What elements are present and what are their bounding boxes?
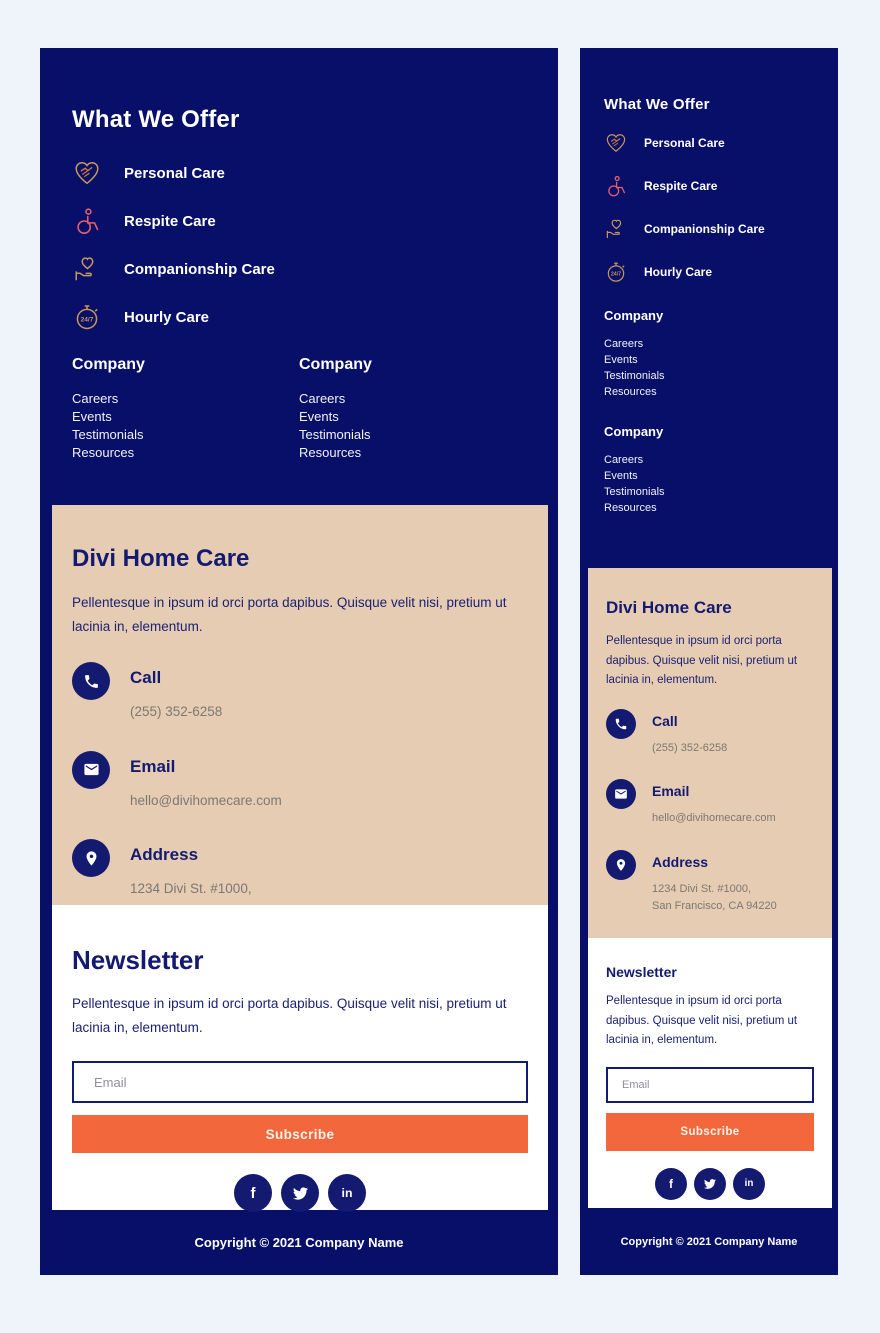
company-link-resources[interactable]: Resources — [72, 445, 135, 460]
offer-item-companionship-care — [604, 217, 814, 241]
copyright-text: Copyright © 2021 Company Name — [620, 1235, 798, 1248]
offer-item-respite-care — [72, 206, 526, 236]
linkedin-icon[interactable]: in — [733, 1168, 765, 1200]
offer-item-label: Companionship Care — [644, 222, 765, 236]
offer-item-label: Personal Care — [644, 136, 725, 150]
company-link-events[interactable]: Events — [604, 354, 638, 366]
company-link-testimonials[interactable]: Testimonials — [604, 486, 665, 498]
twitter-icon[interactable] — [281, 1174, 319, 1212]
offer-item-personal-care — [604, 131, 814, 155]
company-name-heading: Divi Home Care — [72, 545, 250, 572]
offer-item-label: Hourly Care — [644, 265, 713, 279]
contact-item-address — [606, 850, 814, 916]
address-line-1: 1234 Divi St. #1000, — [652, 882, 752, 895]
newsletter-description: Pellentesque in ipsum id orci porta dapibus. Quisque velit nisi, pretium ut lacinia in, elementum. — [72, 996, 507, 1035]
map-pin-icon — [72, 839, 110, 877]
newsletter-title: Newsletter — [606, 964, 677, 980]
company-title: Company — [72, 356, 145, 373]
offer-item-label: Hourly Care — [124, 308, 210, 326]
contact-section — [52, 505, 548, 905]
company-link-careers[interactable]: Careers — [72, 391, 119, 406]
wheelchair-icon — [604, 174, 628, 198]
stopwatch-icon — [604, 260, 628, 284]
company-link-events[interactable]: Events — [604, 470, 638, 482]
email-input[interactable] — [72, 1061, 528, 1103]
hand-heart-icon — [604, 217, 628, 241]
contact-label: Address — [652, 853, 709, 870]
company-link-testimonials[interactable]: Testimonials — [604, 370, 665, 382]
copyright-bar — [40, 1210, 558, 1275]
company-name-heading: Divi Home Care — [606, 598, 732, 617]
offer-item-hourly-care — [604, 260, 814, 284]
company-title: Company — [604, 308, 664, 323]
company-column-2 — [604, 424, 814, 516]
handshake-heart-icon — [72, 158, 102, 188]
contact-section — [588, 568, 832, 938]
phone-number: (255) 352-6258 — [130, 704, 223, 720]
contact-label: Call — [130, 668, 162, 688]
envelope-icon — [72, 751, 110, 789]
contact-label: Address — [130, 845, 199, 865]
facebook-icon[interactable]: f — [655, 1168, 687, 1200]
offer-item-hourly-care — [72, 302, 526, 332]
wheelchair-icon — [72, 206, 102, 236]
company-link-resources[interactable]: Resources — [299, 445, 362, 460]
footer-preview-mobile — [580, 48, 838, 1275]
contact-item-call — [606, 709, 814, 758]
copyright-bar — [580, 1208, 838, 1275]
twitter-icon[interactable] — [694, 1168, 726, 1200]
offer-item-label: Respite Care — [124, 212, 216, 230]
social-links — [606, 1168, 814, 1200]
company-columns — [72, 356, 526, 462]
subscribe-button[interactable]: Subscribe — [606, 1113, 814, 1151]
address-line-1: 1234 Divi St. #1000, — [130, 881, 252, 897]
facebook-icon[interactable]: f — [234, 1174, 272, 1212]
offer-item-respite-care — [604, 174, 814, 198]
stopwatch-icon — [72, 302, 102, 332]
offer-title: What We Offer — [72, 106, 240, 133]
company-link-careers[interactable]: Careers — [299, 391, 346, 406]
contact-item-email — [606, 779, 814, 828]
linkedin-icon[interactable]: in — [328, 1174, 366, 1212]
offer-section — [580, 48, 838, 568]
company-link-resources[interactable]: Resources — [604, 386, 657, 398]
contact-label: Email — [130, 756, 176, 776]
company-title: Company — [604, 424, 664, 439]
envelope-icon — [606, 779, 636, 809]
contact-label: Call — [652, 712, 678, 729]
hand-heart-icon — [72, 254, 102, 284]
newsletter-title: Newsletter — [72, 945, 204, 975]
company-description: Pellentesque in ipsum id orci porta dapibus. Quisque velit nisi, pretium ut lacinia in, elementum. — [72, 595, 507, 634]
newsletter-description: Pellentesque in ipsum id orci porta dapibus. Quisque velit nisi, pretium ut lacinia in, elementum. — [606, 995, 798, 1047]
contact-label: Email — [652, 783, 690, 800]
footer-preview-desktop — [40, 48, 558, 1275]
contact-item-email — [72, 751, 528, 812]
company-link-careers[interactable]: Careers — [604, 338, 644, 350]
company-description: Pellentesque in ipsum id orci porta dapibus. Quisque velit nisi, pretium ut lacinia in, elementum. — [606, 635, 798, 687]
company-column-2 — [299, 356, 526, 462]
company-link-events[interactable]: Events — [299, 409, 339, 424]
newsletter-section — [52, 905, 548, 1210]
company-link-resources[interactable]: Resources — [604, 502, 657, 514]
email-input[interactable] — [606, 1067, 814, 1103]
contact-item-call — [72, 662, 528, 723]
phone-icon — [72, 662, 110, 700]
copyright-text: Copyright © 2021 Company Name — [194, 1235, 404, 1250]
offer-item-label: Personal Care — [124, 164, 225, 182]
offer-item-companionship-care — [72, 254, 526, 284]
subscribe-button[interactable]: Subscribe — [72, 1115, 528, 1153]
handshake-heart-icon — [604, 131, 628, 155]
company-link-testimonials[interactable]: Testimonials — [299, 427, 371, 442]
offer-section — [40, 48, 558, 505]
email-address: hello@divihomecare.com — [652, 812, 776, 825]
company-title: Company — [299, 356, 372, 373]
offer-item-label: Respite Care — [644, 179, 718, 193]
company-column-1 — [604, 308, 814, 400]
email-address: hello@divihomecare.com — [130, 792, 282, 808]
phone-icon — [606, 709, 636, 739]
offer-item-personal-care — [72, 158, 526, 188]
offer-item-label: Companionship Care — [124, 260, 275, 278]
phone-number: (255) 352-6258 — [652, 741, 728, 754]
newsletter-section — [588, 938, 832, 1208]
map-pin-icon — [606, 850, 636, 880]
address-line-2: San Francisco, CA 94220 — [652, 900, 777, 913]
svg-text:24/7: 24/7 — [610, 271, 622, 278]
social-links — [72, 1174, 528, 1212]
company-column-1 — [72, 356, 299, 462]
company-link-events[interactable]: Events — [72, 409, 112, 424]
company-link-careers[interactable]: Careers — [604, 454, 644, 466]
offer-title: What We Offer — [604, 96, 710, 113]
company-link-testimonials[interactable]: Testimonials — [72, 427, 144, 442]
svg-text:24/7: 24/7 — [80, 316, 94, 324]
